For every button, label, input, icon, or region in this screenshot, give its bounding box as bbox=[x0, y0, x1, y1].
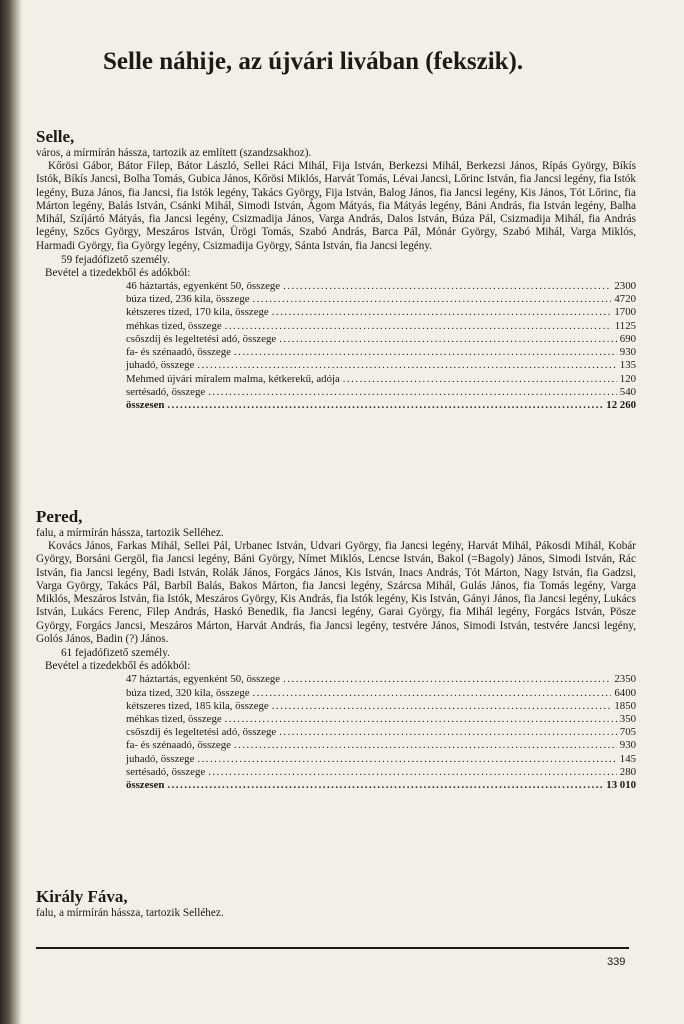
ledger-value: 350 bbox=[619, 712, 636, 725]
leader-dots bbox=[283, 673, 611, 686]
ledger-label: Mehmed újvári míralem malma, kétkerekű, adója bbox=[126, 372, 340, 385]
ledger-label: csőszdíj és legeltetési adó, összege bbox=[126, 726, 277, 739]
section-heading: Pered, bbox=[36, 507, 83, 526]
section-subtitle: falu, a mírmírán hássza, tartozik Selléhez. bbox=[36, 527, 224, 539]
ledger-row bbox=[126, 359, 636, 372]
names-list: Kőrösi Gábor, Bátor Filep, Bátor László, Sellei Ráci Mihál, Fija István, Berkezsi Mihál, Berkezsi János, Rípás György, Bíkís Istók, Bíkís Jancsi, Bolha Tomás, Gubica János, Kőrösi Miklós, Harvát Tomás, Lévai Jancsi, Lőrinc István, fia Jancsi legény, fia Istók legény, Buza János, fia Jancsi, fia Istók legény, Takács György, Fija István, Balog János, fia Jancsi legény, Kis János, Tót Lőrinc, fia Márton legény, Balás István, Csánki Mihál, Simodi István, Ágom Mátyás, fia Mátyás legény, Báni András, fia István legény, Balha Mihál, Szíjártó Mátyás, fia Jancsi legény, Csizmadija János, Varga András, Dalos István, Búza Pál, Csizmadija Mihál, fia András legény, Szőcs György, Meszáros István, Ürögi Tomás, Szabó András, Barca Pál, Mónár György, Szabó Mihál, Varga Miklós, Harmadi György, fia György legény, Csizmadija György, Sánta István, fia Jancsi legény. bbox=[36, 160, 636, 252]
ledger-value: 145 bbox=[619, 752, 636, 765]
ledger-row bbox=[126, 700, 636, 713]
ledger-row bbox=[126, 280, 636, 293]
ledger-value: 4720 bbox=[614, 293, 636, 306]
ledger-row bbox=[126, 687, 636, 700]
ledger-label: juhadó, összege bbox=[126, 359, 195, 372]
ledger-row bbox=[126, 346, 636, 359]
leader-dots bbox=[197, 753, 616, 766]
taxpayer-count: 59 fejadófizető személy. bbox=[61, 254, 170, 267]
ledger-label: sertésadó, összege bbox=[126, 385, 206, 398]
ledger-row bbox=[126, 753, 636, 766]
section-selle bbox=[36, 128, 636, 412]
page-title: Selle náhije, az újvári livában (fekszik). bbox=[103, 48, 524, 75]
ledger-label: 47 háztartás, egyenként 50, összege bbox=[126, 673, 281, 686]
leader-dots bbox=[167, 779, 603, 792]
ledger-row bbox=[126, 386, 636, 399]
revenue-ledger bbox=[126, 280, 636, 412]
footer-rule bbox=[36, 947, 629, 949]
leader-dots bbox=[208, 386, 617, 399]
ledger-label: kétszeres tized, 185 kila, összege bbox=[126, 699, 269, 712]
ledger-row bbox=[126, 293, 636, 306]
ledger-row bbox=[126, 320, 636, 333]
leader-dots bbox=[234, 346, 617, 359]
ledger-value: 705 bbox=[619, 726, 636, 739]
leader-dots bbox=[272, 700, 612, 713]
ledger-value: 1125 bbox=[614, 319, 636, 332]
ledger-label: csőszdíj és legeltetési adó, összege bbox=[126, 332, 277, 345]
leader-dots bbox=[234, 739, 617, 752]
ledger-total-value: 13 010 bbox=[606, 779, 636, 791]
ledger-value: 135 bbox=[619, 359, 636, 372]
leader-dots bbox=[253, 687, 612, 700]
page-number: 339 bbox=[607, 956, 626, 968]
ledger-value: 120 bbox=[619, 372, 636, 385]
ledger-row bbox=[126, 373, 636, 386]
ledger-value: 2300 bbox=[614, 280, 636, 293]
section-heading: Selle, bbox=[36, 127, 75, 146]
ledger-row bbox=[126, 333, 636, 346]
section-pered bbox=[36, 508, 636, 792]
ledger-value: 6400 bbox=[614, 686, 636, 699]
ledger-row bbox=[126, 739, 636, 752]
ledger-value: 690 bbox=[619, 332, 636, 345]
ledger-label: búza tized, 236 kila, összege bbox=[126, 293, 250, 306]
leader-dots bbox=[343, 373, 617, 386]
ledger-row bbox=[126, 306, 636, 319]
ledger-label: fa- és szénaadó, összege bbox=[126, 739, 231, 752]
ledger-total-label: összesen bbox=[126, 779, 165, 791]
leader-dots bbox=[208, 766, 617, 779]
section-kiraly-fava bbox=[36, 888, 636, 920]
ledger-total-row bbox=[126, 779, 636, 792]
leader-dots bbox=[225, 713, 617, 726]
leader-dots bbox=[197, 359, 616, 372]
revenue-heading: Bevétel a tizedekből és adókból: bbox=[45, 267, 191, 280]
ledger-label: méhkas tized, összege bbox=[126, 319, 222, 332]
ledger-label: juhadó, összege bbox=[126, 752, 195, 765]
ledger-value: 280 bbox=[619, 765, 636, 778]
section-subtitle: falu, a mírmírán hássza, tartozik Selléhez. bbox=[36, 907, 224, 919]
ledger-total-value: 12 260 bbox=[606, 398, 636, 411]
ledger-total-label: összesen bbox=[126, 398, 165, 411]
ledger-row bbox=[126, 766, 636, 779]
ledger-label: 46 háztartás, egyenként 50, összege bbox=[126, 280, 281, 293]
ledger-label: búza tized, 320 kila, összege bbox=[126, 686, 250, 699]
ledger-total-row bbox=[126, 399, 636, 412]
ledger-label: sertésadó, összege bbox=[126, 765, 206, 778]
taxpayer-count: 61 fejadófizető személy. bbox=[61, 647, 170, 660]
leader-dots bbox=[272, 306, 612, 319]
leader-dots bbox=[253, 293, 612, 306]
ledger-row bbox=[126, 726, 636, 739]
ledger-row bbox=[126, 713, 636, 726]
leader-dots bbox=[279, 726, 617, 739]
leader-dots bbox=[283, 280, 611, 293]
ledger-label: méhkas tized, összege bbox=[126, 712, 222, 725]
leader-dots bbox=[279, 333, 617, 346]
ledger-label: kétszeres tized, 170 kila, összege bbox=[126, 306, 269, 319]
ledger-value: 930 bbox=[619, 739, 636, 752]
revenue-ledger bbox=[126, 673, 636, 792]
leader-dots bbox=[167, 399, 603, 412]
ledger-label: fa- és szénaadó, összege bbox=[126, 346, 231, 359]
ledger-value: 1850 bbox=[614, 699, 636, 712]
ledger-value: 2350 bbox=[614, 673, 636, 686]
section-subtitle: város, a mírmírán hássza, tartozik az említett (szandzsakhoz). bbox=[36, 147, 312, 159]
ledger-value: 540 bbox=[619, 385, 636, 398]
ledger-value: 1700 bbox=[614, 306, 636, 319]
leader-dots bbox=[225, 320, 612, 333]
section-heading: Király Fáva, bbox=[36, 887, 128, 906]
revenue-heading: Bevétel a tizedekből és adókból: bbox=[45, 660, 191, 673]
names-list: Kovács János, Farkas Mihál, Sellei Pál, Urbanec István, Udvari György, fia Jancsi legény, Harvát Mihál, Pákosdi Mihál, Kobár György, Borsáni Gergöl, fia Jancsi legény, Báni György, Nímet Miklós, Lencse István, Bakol (=Bagoly) János, Simodi István, Rác István, fia Jancsi legény, Badi István, Rolák János, Forgács János, Kis István, Inacs András, Tót Márton, Nagy István, fia Gadzsi, Varga György, Takács Pál, Barbíl Balás, Bakos Márton, fia Jancsi legény, Szárcsa Mihál, Gulás János, fia Tomás legény, Varga Miklós, Meszáros István, fia Istók, Meszáros György, Kis András, fia Istók legény, Kis István, Gányi János, fia Jancsi legény, Lukács István, Lukács Ferenc, Filep András, Haskó Benedik, fia Jancsi legény, Garai György, fia Mihál legény, Forgács István, Pösze György, Forgács Jancsi, Meszáros Márton, Harvát András, fia Jancsi legény, testvére János, Simodi István, testvére Jancsi legény, Golós János, Badin (?) János. bbox=[36, 540, 636, 646]
ledger-row bbox=[126, 673, 636, 686]
ledger-value: 930 bbox=[619, 346, 636, 359]
